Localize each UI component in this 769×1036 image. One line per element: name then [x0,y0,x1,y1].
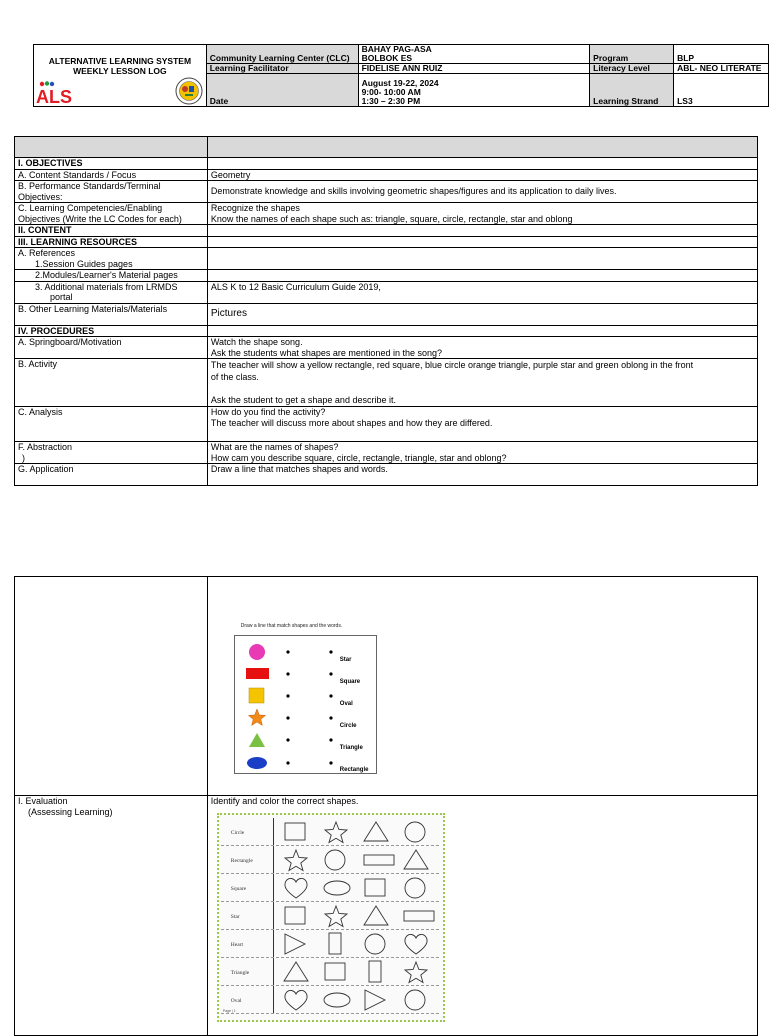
circle-shape-icon [249,644,265,660]
worksheet-rows [221,818,439,1014]
worksheet-row-label: Triangle [230,970,250,976]
competencies-value [207,203,757,225]
rectangle-outline-icon [363,849,395,874]
header-table [33,44,769,107]
application-value: Draw a line that matches shapes and words. [207,464,757,486]
table-row [15,442,758,464]
abstraction-value-line1: What are the names of shapes? [210,442,339,452]
header-title-line2: WEEKLY LESSON LOG [73,66,167,76]
abstraction-label-paren: ) [22,452,25,463]
star-outline-icon [403,961,435,986]
table-row [15,796,758,1036]
worksheet-row [221,846,439,874]
match-word-list [340,649,369,781]
triangle-outline-icon [403,849,435,874]
objectives-heading: I. OBJECTIVES [15,158,208,170]
analysis-value-line2: The teacher will discuss more about shapes and how they are differed. [210,417,493,428]
competencies-value-line2: Know the names of each shape such as: triangle, square, circle, rectangle, star and oblong [210,213,573,224]
procedures-heading: IV. PROCEDURES [15,325,208,337]
table-row [15,337,758,359]
table-row [15,577,758,796]
evaluation-cell [207,796,757,1036]
header-title-cell [34,45,207,107]
springboard-value [207,337,757,359]
star-outline-icon [323,821,355,846]
competencies-value-line1: Recognize the shapes [210,203,300,213]
literacy-label: Literacy Level [590,64,674,74]
table-row [15,464,758,486]
other-materials-label: B. Other Learning Materials/Materials [15,303,208,325]
worksheet-row-label: Circle [230,830,245,836]
oval-outline-icon [323,877,355,902]
header-title-line1: ALTERNATIVE LEARNING SYSTEM [48,56,192,66]
match-worksheet [234,635,377,774]
rectangle-outline-icon [403,905,435,930]
rectangleangle-outline-icon [323,933,355,958]
triangle-outline-icon [283,961,315,986]
table-row [15,359,758,407]
table-row [15,225,758,237]
worksheet-footer: Page | 1 [222,1009,236,1013]
oval-shape-icon [247,757,267,769]
worksheet-row [221,930,439,958]
worksheet-row [221,958,439,986]
program-label: Program [590,45,674,64]
session-guides-label: 1.Session Guides pages [35,258,133,269]
table-row [15,281,758,303]
table-row [15,181,758,203]
program-value: BLP [674,45,769,64]
worksheet-row-label: Rectangle [230,858,253,864]
activity-value-line3: Ask the student to get a shape and describe it. [210,395,396,405]
content-standards-value: Geometry [207,169,757,181]
table-row [15,270,758,282]
deped-seal-icon [175,77,203,107]
table-row [15,325,758,337]
activity-value [207,359,757,407]
star-outline-icon [323,905,355,930]
rectangle-shape-icon [246,668,269,679]
worksheet-row-label: Square [230,886,247,892]
resources-heading: III. LEARNING RESOURCES [15,236,208,248]
table-row [15,407,758,442]
additional-label-line1: 3. Additional materials from LRMDS [35,281,178,292]
clc-value [358,45,590,64]
continuation-table [14,576,758,1036]
heart-outline-icon [403,933,435,958]
circle-outline-icon [363,933,395,958]
analysis-value [207,407,757,442]
match-word: Triangle [339,745,363,751]
circle-outline-icon [403,877,435,902]
springboard-value-line2: Ask the students what shapes are mentioned in the song? [210,347,442,358]
table-row [15,303,758,325]
circle-outline-icon [323,849,355,874]
worksheet-row-label: Heart [230,942,243,948]
evaluation-label [15,796,208,1036]
performance-label [15,181,208,203]
modules-label: 2.Modules/Learner's Material pages [15,270,208,282]
references-label-text: A. References [18,248,76,258]
abstraction-value-line2: How cam you describe square, circle, rectangle, triangle, star and oblong? [210,452,507,463]
triangle-outline-icon [363,989,395,1014]
worksheet-row [221,818,439,846]
additional-value: ALS K to 12 Basic Curriculum Guide 2019, [207,281,757,303]
facilitator-label: Learning Facilitator [206,64,358,74]
analysis-label: C. Analysis [15,407,208,442]
analysis-value-line1: How do you find the activity? [210,407,326,417]
lesson-plan-table [14,136,758,486]
triangle-shape-icon [249,733,265,747]
date-value [358,74,590,107]
heart-outline-icon [283,989,315,1014]
square-outline-icon [363,877,395,902]
match-word: Star [339,657,352,663]
worksheet-row [221,874,439,902]
worksheet-row-label: Oval [230,998,242,1004]
square-outline-icon [283,905,315,930]
abstraction-label-text: F. Abstraction [18,442,73,452]
triangle-outline-icon [283,933,315,958]
match-word: Rectangle [339,767,369,773]
abstraction-label [15,442,208,464]
performance-label-line2: Objectives: [18,191,63,202]
table-row [15,169,758,181]
date-label: Date [206,74,358,107]
competencies-label [15,203,208,225]
table-header-row [15,137,758,158]
strand-label: Learning Strand [590,74,674,107]
date-value-line1: August 19-22, 2024 [361,78,439,88]
als-logo-text: ALS [36,87,72,107]
square-outline-icon [323,961,355,986]
circle-outline-icon [403,821,435,846]
clc-label: Community Learning Center (CLC) [206,45,358,64]
other-materials-value: Pictures [207,303,757,325]
table-row [15,236,758,248]
clc-value-line1: BAHAY PAG-ASA [361,44,432,54]
heart-outline-icon [283,877,315,902]
worksheet-cell [207,577,757,796]
match-word: Oval [339,701,353,707]
worksheet-title: Draw a line that match shapes and the words. [240,623,343,629]
activity-value-line2: of the class. [210,372,259,382]
strand-value: LS3 [674,74,769,107]
additional-label-line2: portal [50,292,73,302]
table-row [15,203,758,225]
star-shape-icon [248,709,265,726]
application-label: G. Application [15,464,208,486]
facilitator-value: FIDELISE ANN RUIZ [358,64,590,74]
additional-label [15,281,208,303]
evaluation-instruction: Identify and color the correct shapes. [210,796,359,806]
activity-value-line1: The teacher will show a yellow rectangle, red square, blue circle orange triangle, purple star and green oblong in the front [210,360,694,370]
worksheet-row [221,986,439,1014]
performance-label-line1: B. Performance Standards/Terminal [18,181,161,191]
references-label [15,248,208,270]
date-value-line2: 9:00- 10:00 AM [361,87,421,97]
abstraction-value [207,442,757,464]
competencies-label-line2: Objectives (Write the LC Codes for each) [18,213,182,224]
content-standards-label: A. Content Standards / Focus [15,169,208,181]
square-shape-icon [249,688,264,703]
table-row [15,158,758,170]
literacy-value: ABL- NEO LITERATE [674,64,769,74]
circle-outline-icon [403,989,435,1014]
als-logo [36,81,72,109]
evaluation-label-line1: I. Evaluation [18,796,68,806]
table-row [15,248,758,270]
springboard-label: A. Springboard/Motivation [15,337,208,359]
performance-value: Demonstrate knowledge and skills involving geometric shapes/figures and its application to daily lives. [207,181,757,203]
worksheet-row [221,902,439,930]
date-value-line3: 1:30 – 2:30 PM [361,96,421,106]
clc-value-line2: BOLBOK ES [361,53,413,63]
rectangleangle-outline-icon [363,961,395,986]
match-word: Circle [339,723,357,729]
match-word: Square [339,679,361,685]
triangle-outline-icon [363,905,395,930]
star-outline-icon [283,849,315,874]
square-outline-icon [283,821,315,846]
triangle-outline-icon [363,821,395,846]
shape-identification-worksheet [217,813,445,1022]
oval-outline-icon [323,989,355,1014]
springboard-value-line1: Watch the shape song. [210,337,303,347]
worksheet-row-label: Star [230,914,240,920]
evaluation-label-line2: (Assessing Learning) [28,807,113,817]
content-heading: II. CONTENT [15,225,208,237]
competencies-label-line1: C. Learning Competencies/Enabling [18,203,163,213]
activity-label: B. Activity [15,359,208,407]
